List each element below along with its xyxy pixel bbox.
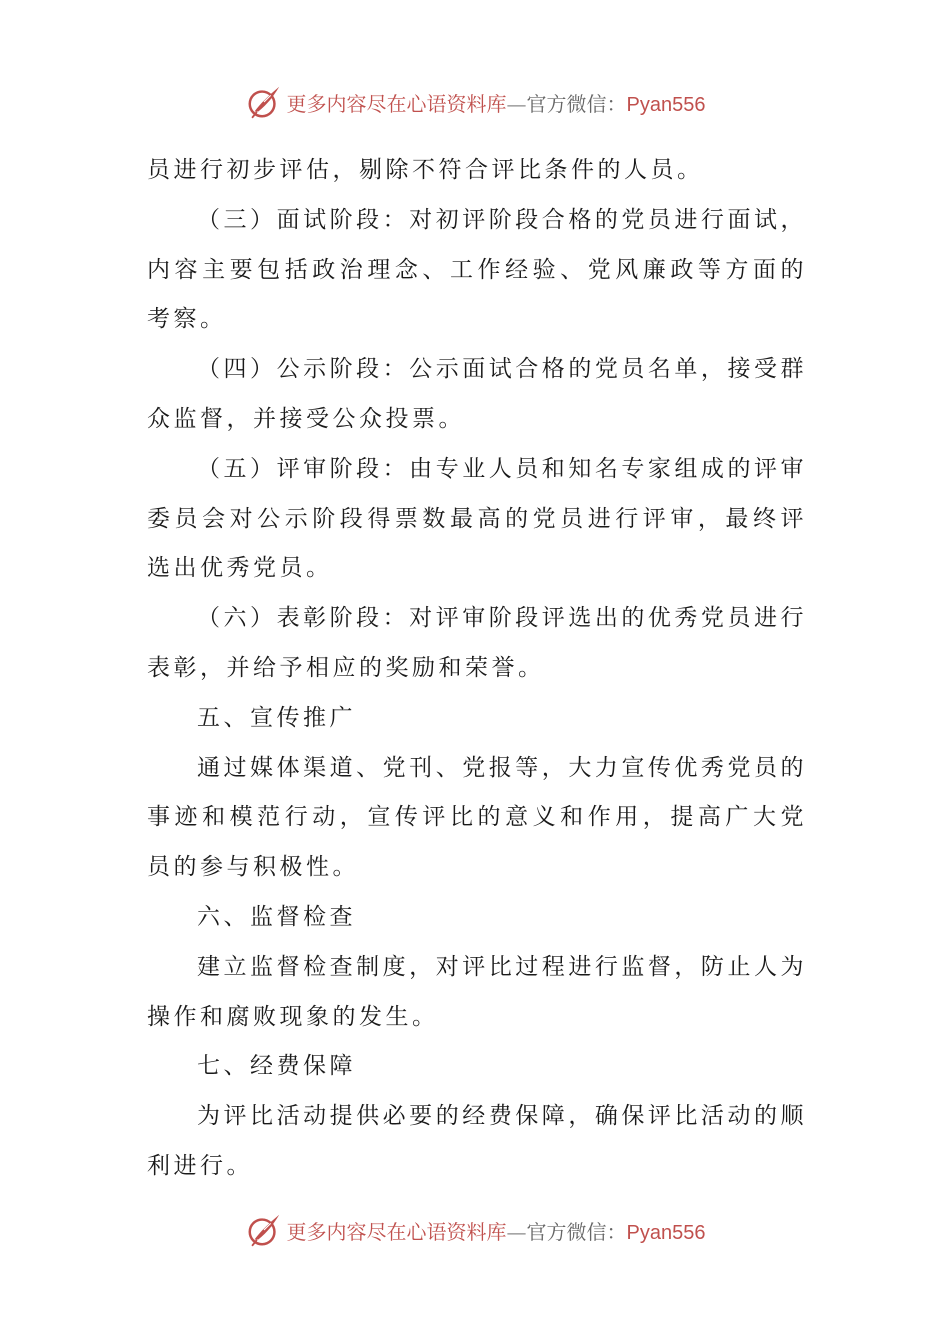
paragraph-promotion: 通过媒体渠道、党刊、党报等，大力宣传优秀党员的事迹和模范行动，宣传评比的意义和作用，提高广大党员的参与积极性。 bbox=[147, 754, 807, 881]
paragraph-publicity-stage: （四）公示阶段：公示面试合格的党员名单，接受群众监督，并接受公众投票。 bbox=[147, 356, 807, 432]
banner-wechat-label: 官方微信： bbox=[526, 1219, 627, 1244]
paragraph-supervision: 建立监督检查制度，对评比过程进行监督，防止人为操作和腐败现象的发生。 bbox=[147, 953, 807, 1030]
banner-text bbox=[287, 1216, 706, 1245]
paragraph-commendation-stage: （六）表彰阶段：对评审阶段评选出的优秀党员进行表彰，并给予相应的奖励和荣誉。 bbox=[147, 605, 807, 681]
section-heading-funding: 七、经费保障 bbox=[197, 1053, 356, 1080]
banner-wechat-id: Pyan556 bbox=[626, 93, 706, 116]
header-banner bbox=[0, 80, 950, 124]
banner-wechat-label: 官方微信： bbox=[526, 91, 627, 116]
document-body bbox=[147, 146, 807, 1192]
banner-separator: — bbox=[506, 91, 527, 116]
section-heading-supervision: 六、监督检查 bbox=[197, 903, 356, 930]
banner-wechat-id: Pyan556 bbox=[626, 1221, 706, 1244]
paragraph-review-stage: （五）评审阶段：由专业人员和知名专家组成的评审委员会对公示阶段得票数最高的党员进行评审，最终评选出优秀党员。 bbox=[147, 455, 807, 582]
section-heading-promotion: 五、宣传推广 bbox=[197, 704, 356, 731]
paragraph-continuation: 员进行初步评估，剔除不符合评比条件的人员。 bbox=[147, 157, 704, 183]
quill-pen-logo-icon bbox=[245, 83, 283, 121]
paragraph-interview-stage: （三）面试阶段：对初评阶段合格的党员进行面试，内容主要包括政治理念、工作经验、党风廉政等方面的考察。 bbox=[147, 206, 807, 333]
banner-text bbox=[287, 88, 706, 117]
paragraph-funding: 为评比活动提供必要的经费保障，确保评比活动的顺利进行。 bbox=[147, 1103, 807, 1179]
quill-pen-logo-icon bbox=[245, 1211, 283, 1249]
footer-banner bbox=[0, 1208, 950, 1252]
banner-site-text: 更多内容尽在心语资料库 bbox=[286, 91, 507, 116]
banner-separator: — bbox=[506, 1219, 527, 1244]
banner-site-text: 更多内容尽在心语资料库 bbox=[286, 1219, 507, 1244]
